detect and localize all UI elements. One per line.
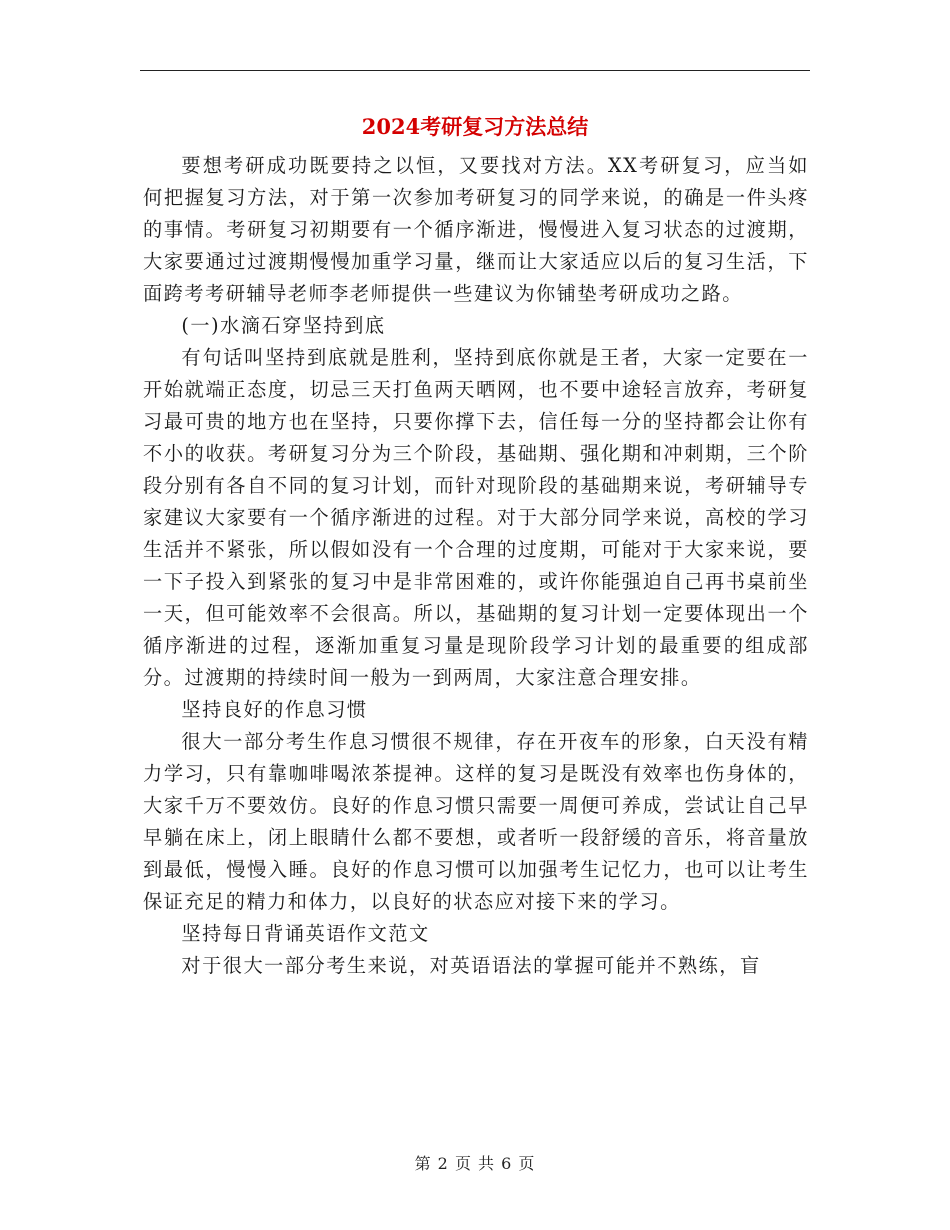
paragraph-english: 对于很大一部分考生来说，对英语语法的掌握可能并不熟练，盲 (181, 954, 761, 977)
document-body (143, 150, 809, 982)
section-heading-1: (一)水滴石穿坚持到底 (181, 314, 386, 337)
paragraph-persistence: 有句话叫坚持到底就是胜利，坚持到底你就是王者，大家一定要在一开始就端正态度，切忌三天打鱼两天晒网，也不要中途轻言放弃，考研复习最可贵的地方也在坚持，只要你撑下去，信任每一分的坚持都会让你有不小的收获。考研复习分为三个阶段，基础期、强化期和冲刺期，三个阶段分别有各自不同的复习计划，而针对现阶段的基础期来说，考研辅导专家建议大家要有一个循序渐进的过程。对于大部分同学来说，高校的学习生活并不紧张，所以假如没有一个合理的过度期，可能对于大家来说，要一下子投入到紧张的复习中是非常困难的，或许你能强迫自己再书桌前坐一天，但可能效率不会很高。所以，基础期的复习计划一定要体现出一个循序渐进的过程，逐渐加重复习量是现阶段学习计划的最重要的组成部分。过渡期的持续时间一般为一到两周，大家注意合理安排。 (143, 346, 809, 689)
page-number: 第 2 页 共 6 页 (414, 1154, 536, 1173)
section-heading-3: 坚持每日背诵英语作文范文 (181, 922, 430, 945)
paragraph-intro: 要想考研成功既要持之以恒，又要找对方法。XX考研复习，应当如何把握复习方法，对于第一次参加考研复习的同学来说，的确是一件头疼的事情。考研复习初期要有一个循序渐进，慢慢进入复习状态的过渡期，大家要通过过渡期慢慢加重学习量，继而让大家适应以后的复习生活，下面跨考考研辅导老师李老师提供一些建议为你铺垫考研成功之路。 (143, 154, 809, 305)
section-heading-2: 坚持良好的作息习惯 (181, 698, 368, 721)
document-title: 2024考研复习方法总结 (361, 114, 589, 139)
paragraph-routine: 很大一部分考生作息习惯很不规律，存在开夜车的形象，白天没有精力学习，只有靠咖啡喝浓茶提神。这样的复习是既没有效率也伤身体的，大家千万不要效仿。良好的作息习惯只需要一周便可养成，尝试让自己早早躺在床上，闭上眼睛什么都不要想，或者听一段舒缓的音乐，将音量放到最低，慢慢入睡。良好的作息习惯可以加强考生记忆力，也可以让考生保证充足的精力和体力，以良好的状态应对接下来的学习。 (143, 730, 809, 913)
header-rule (140, 70, 810, 71)
